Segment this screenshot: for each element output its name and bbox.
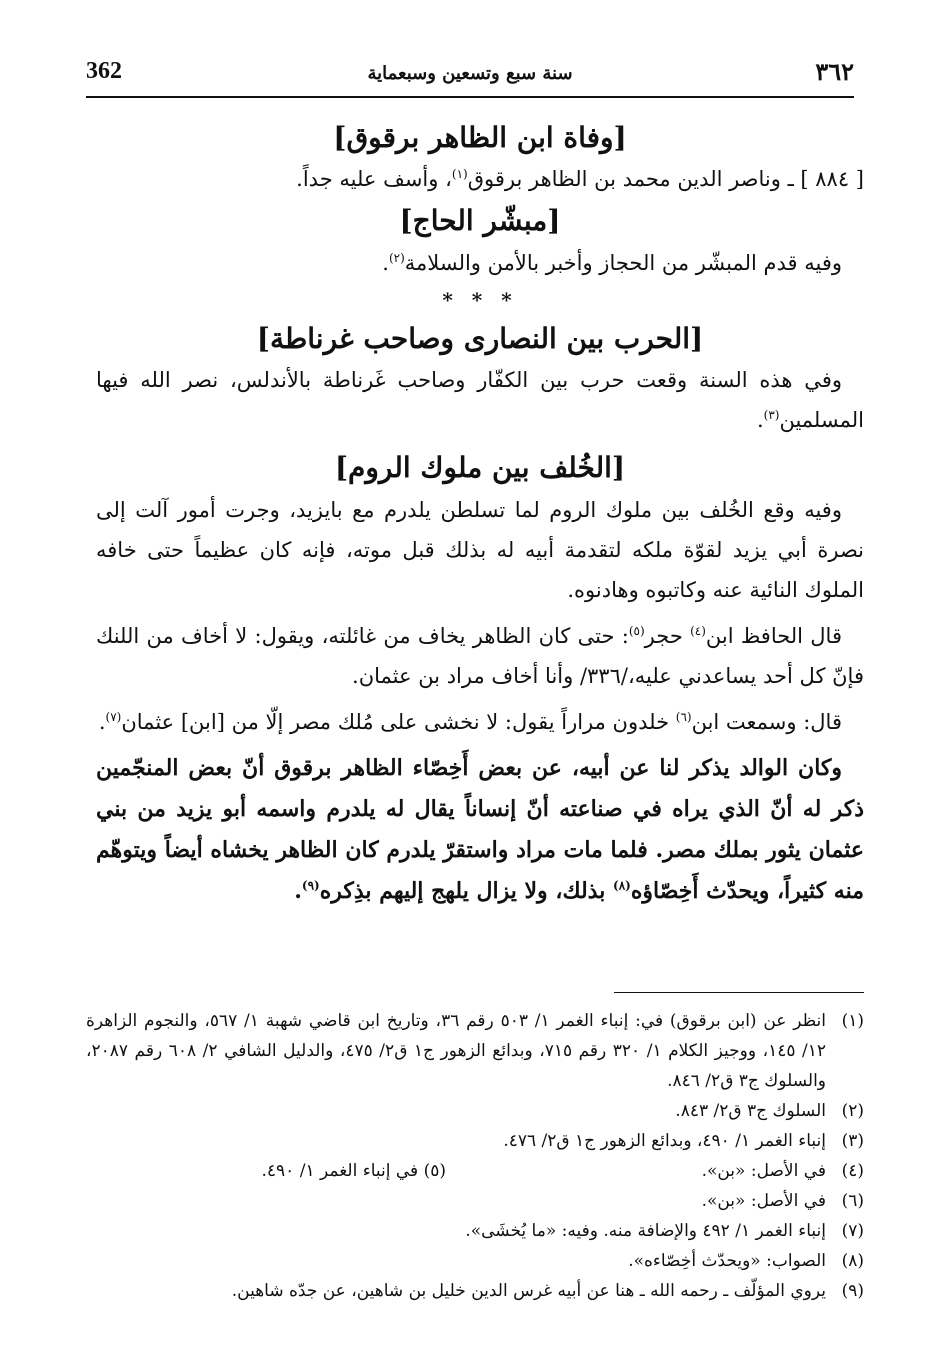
footnote-ref-3: (٣) [763,408,780,423]
footnote-8: (٨) الصواب: «ويحدّث أخِصّاءه». [628,1251,864,1271]
footnote-ref-7: (٧) [105,709,122,724]
page-header [86,52,854,98]
main-text [96,116,864,912]
footnote-7: (٧) إنباء الغمر ١/ ٤٩٢ والإضافة منه. وفيه: «ما يُخشَى». [465,1221,864,1241]
footnote-ref-1: (١) [451,167,468,182]
footnotes [86,1006,864,1306]
heading-hajj-herald: [مبشّر الحاج] [399,204,561,238]
page-number-latin: 362 [86,58,122,84]
heading-rum-dispute: [الخُلف بين ملوك الروم] [334,451,626,485]
paragraph-hajj-herald: وفيه قدم المبشّر من الحجاز وأخبر بالأمن والسلامة$^{(٢)}$. [382,250,842,275]
footnote-5: (٥) في إنباء الغمر ١/ ٤٩٠. [261,1161,446,1181]
paragraph-war-granada: وفي هذه السنة وقعت حرب بين الكفّار وصاحب غَرناطة بالأندلس، نصر الله فيها المسلمين$^{(٣)}$. [96,368,864,433]
footnote-3: (٣) إنباء الغمر ١/ ٤٩٠، وبدائع الزهور ج١ ق٢/ ٤٧٦. [503,1131,864,1151]
page-number-arabic: ٣٦٢ [815,60,854,86]
section-separator: * * * [442,287,518,312]
footnote-1: (١) انظر عن (ابن برقوق) في: إنباء الغمر ١/ ٥٠٣ رقم ٣٦، وتاريخ ابن قاضي شهبة ١/ ٥٦٧، والنجوم الزاهرة ١٢/ ١٤٥، ووجيز الكلام ١/ ٣٢٠ رقم ٧١٥، وبدائع الزهور ج١ ق٢/ ٤٧٥، والدليل الشافي ٢/ ٦٠٨ رقم ٢٠٨٧، والسلوك ج٣ ق٢/ ٨٤٦. [86,1011,864,1091]
footnote-6: (٦) في الأصل: «بن». [701,1191,864,1211]
footnote-ref-9: (٩) [301,878,320,893]
heading-death-ibn-al-zahir: [وفاة ابن الظاهر برقوق] [333,121,627,154]
heading-war-granada: [الحرب بين النصارى وصاحب غرناطة] [256,321,704,355]
footnote-ref-8: (٨) [613,878,631,893]
footnote-2: (٢) السلوك ج٣ ق٢/ ٨٤٣. [675,1101,864,1121]
footnote-ref-4: (٤) [690,623,706,638]
footnote-9: (٩) يروي المؤلّف ـ رحمه الله ـ هنا عن أبيه غرس الدين خليل بن شاهين، عن جدّه شاهين. [231,1281,864,1301]
footnote-ref-6: (٦) [675,709,692,724]
footnote-4-5: (٤) في الأصل: «بن». (٥) في إنباء الغمر ١/ ٤٩٠. [86,1156,864,1186]
paragraph-ibn-khaldun-quote: قال: وسمعت ابن$^{(٦)}$ خلدون مراراً يقول: لا نخشى على مُلك مصر إلّا من [ابن] عثمان$^{(٧)}$. [98,709,842,734]
paragraph-entry-884: [ ٨٨٤ ] ـ وناصر الدين محمد بن الظاهر برقوق$^{(١)}$، وأسف عليه جداً. [296,167,864,192]
footnote-ref-2: (٢) [388,250,405,265]
paragraph-rum-dispute: وفيه وقع الخُلف بين ملوك الروم لما تسلطن يلدرم مع بايزيد، وجرت أمور آلت إلى نصرة أبي يزيد لقوّة ملكه لتقدمة أبيه له بذلك قبل موته، فإنه كان عظيماً حتى خافه الملوك النائية عنه وكاتبوه وهادنوه. [96,497,864,602]
footnote-rule [614,992,864,993]
paragraph-father-account: وكان الوالد يذكر لنا عن أبيه، عن بعض أَخِصّاء الظاهر برقوق أنّ بعض المنجّمين ذكر له أنّ الذي يراه في صناعته أنّ إنساناً يقال له يلدرم واسمه أبو يزيد من بني عثمان يثور بملك مصر. فلما مات مراد واستقرّ يلدرم كان الظاهر يخشاه أيضاً ويتوهّم منه كثيراً، ويحدّث أَخِصّاؤه$^{(٨)}$ بذلك، ولا يزال يلهج إليهم بذِكره$^{(٩)}$. [96,754,864,904]
footnote-4: في الأصل: «بن». [701,1161,826,1181]
footnote-ref-5: (٥) [628,623,645,638]
running-title: سنة سبع وتسعين وسبعماية [367,63,573,84]
paragraph-ibn-hajar-quote: قال الحافظ ابن$^{(٤)}$ حجر$^{(٥)}$: حتى كان الظاهر يخاف من غائلته، ويقول: لا أخاف من اللنك فإنّ كل أحد يساعدني عليه،/٣٣٦/ وأنا أخاف مراد بن عثمان. [96,623,864,688]
